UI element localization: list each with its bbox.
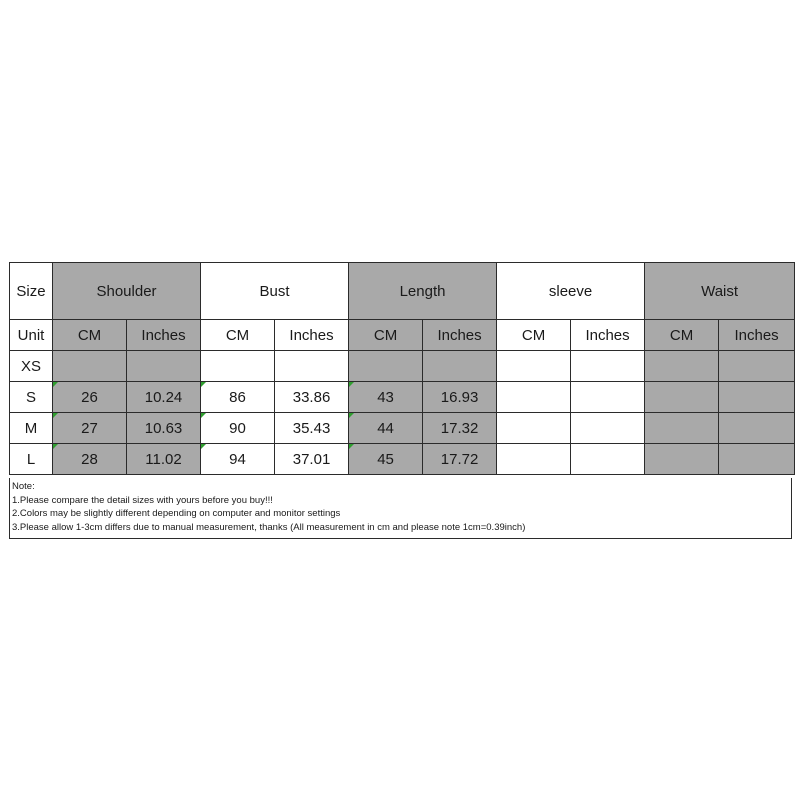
waist-header: Waist <box>645 263 795 320</box>
unit-row <box>10 320 795 351</box>
table-cell: 27 <box>53 413 127 444</box>
table-cell <box>423 351 497 382</box>
table-cell: 33.86 <box>275 382 349 413</box>
unit-cell: Inches <box>423 320 497 351</box>
unit-cell: Inches <box>275 320 349 351</box>
table-cell <box>719 382 795 413</box>
table-cell <box>719 444 795 475</box>
note-item: 1.Please compare the detail sizes with yours before you buy!!! <box>12 494 273 506</box>
header-row <box>10 263 795 320</box>
table-cell: 86 <box>201 382 275 413</box>
table-cell <box>497 413 571 444</box>
size-cell: L <box>10 444 53 475</box>
table-row <box>10 444 795 475</box>
table-cell <box>571 351 645 382</box>
table-cell <box>719 351 795 382</box>
table-cell: 17.32 <box>423 413 497 444</box>
note-item: 2.Colors may be slightly different depending on computer and monitor settings <box>12 508 341 519</box>
table-cell <box>497 351 571 382</box>
length-header: Length <box>349 263 497 320</box>
unit-label: Unit <box>10 320 53 351</box>
table-cell: 10.63 <box>127 413 201 444</box>
table-cell <box>497 444 571 475</box>
shoulder-header: Shoulder <box>53 263 201 320</box>
unit-cell: Inches <box>571 320 645 351</box>
table-cell <box>275 351 349 382</box>
table-cell: 43 <box>349 382 423 413</box>
table-cell <box>645 382 719 413</box>
table-cell: 45 <box>349 444 423 475</box>
table-cell: 28 <box>53 444 127 475</box>
table-row <box>10 351 795 382</box>
table-row <box>10 413 795 444</box>
table-cell <box>571 413 645 444</box>
notes-title: Note: <box>12 481 35 492</box>
table-cell <box>571 444 645 475</box>
table-row <box>10 382 795 413</box>
table-cell: 35.43 <box>275 413 349 444</box>
size-cell: M <box>10 413 53 444</box>
unit-cell: CM <box>497 320 571 351</box>
table-cell <box>201 351 275 382</box>
table-cell <box>645 351 719 382</box>
table-cell: 26 <box>53 382 127 413</box>
size-chart-table <box>9 262 795 475</box>
notes-box <box>9 478 792 539</box>
size-header: Size <box>10 263 53 320</box>
table-cell <box>349 351 423 382</box>
unit-cell: CM <box>349 320 423 351</box>
size-cell: S <box>10 382 53 413</box>
unit-cell: CM <box>53 320 127 351</box>
size-cell: XS <box>10 351 53 382</box>
unit-cell: Inches <box>719 320 795 351</box>
unit-cell: CM <box>201 320 275 351</box>
table-cell: 17.72 <box>423 444 497 475</box>
table-cell <box>127 351 201 382</box>
table-cell <box>571 382 645 413</box>
table-cell: 94 <box>201 444 275 475</box>
unit-cell: CM <box>645 320 719 351</box>
table-cell <box>497 382 571 413</box>
table-cell: 11.02 <box>127 444 201 475</box>
sleeve-header: sleeve <box>497 263 645 320</box>
table-cell <box>53 351 127 382</box>
table-cell <box>645 444 719 475</box>
table-cell <box>719 413 795 444</box>
table-cell: 37.01 <box>275 444 349 475</box>
unit-cell: Inches <box>127 320 201 351</box>
table-cell <box>645 413 719 444</box>
table-cell: 16.93 <box>423 382 497 413</box>
bust-header: Bust <box>201 263 349 320</box>
table-cell: 90 <box>201 413 275 444</box>
table-cell: 44 <box>349 413 423 444</box>
table-cell: 10.24 <box>127 382 201 413</box>
note-item: 3.Please allow 1-3cm differs due to manual measurement, thanks (All measurement in cm and please note 1cm=0.39inch) <box>12 521 526 533</box>
